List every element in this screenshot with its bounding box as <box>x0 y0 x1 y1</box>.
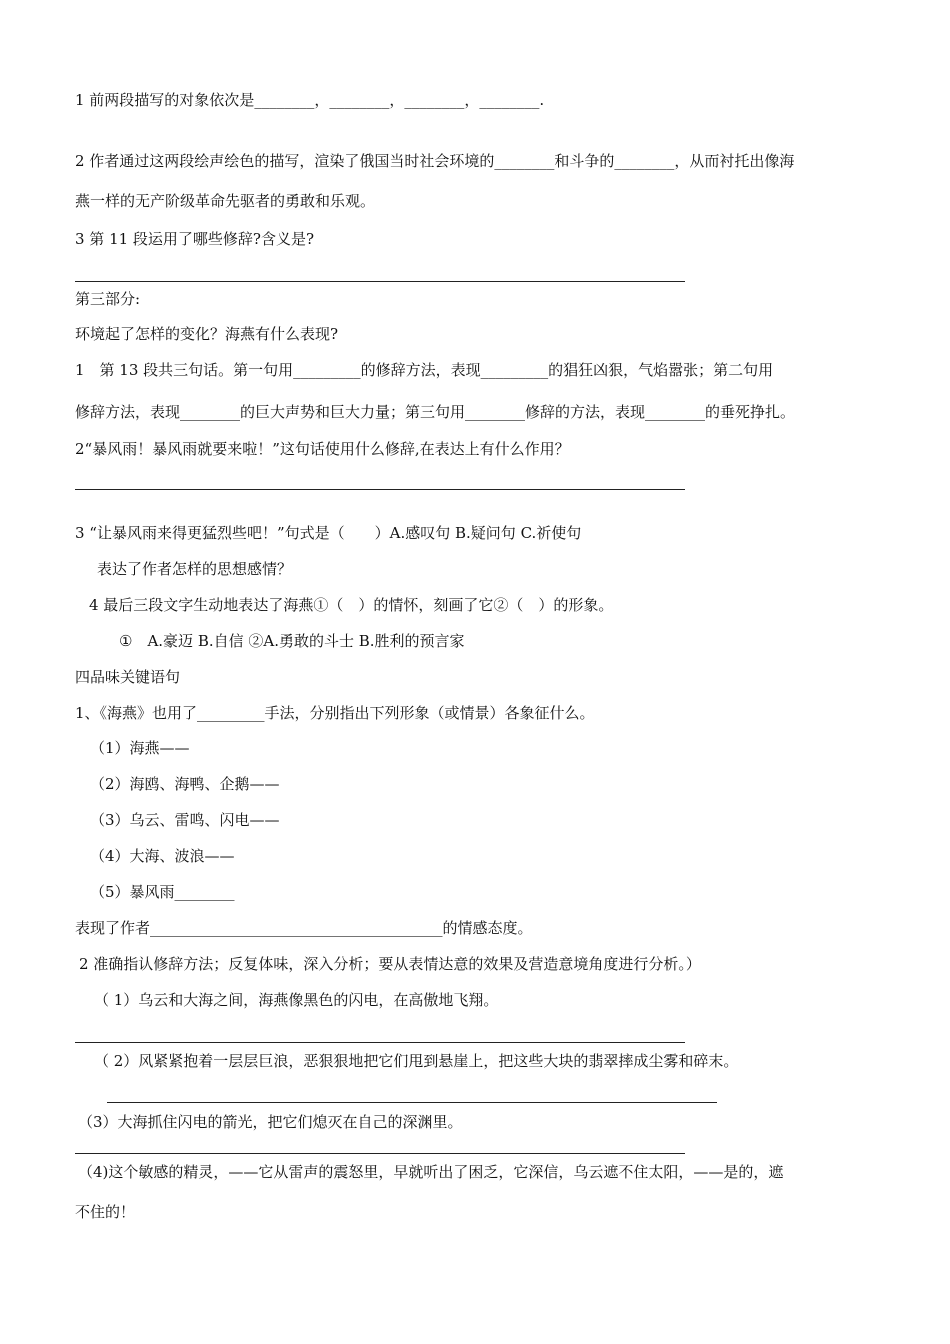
symbol-item: （1）海燕—— <box>90 739 190 757</box>
part4-title: 四品味关键语句 <box>75 668 181 686</box>
sentence-4-line-1: （4)这个敏感的精灵，——它从雷声的震怒里，早就听出了困乏，它深信，乌云遮不住太阳，——是的，遮 <box>78 1163 784 1181</box>
answer-line <box>75 489 685 490</box>
p4-q1-attitude: 表现了作者_______________________________________的情感态度。 <box>75 919 533 937</box>
q2-line-1: 2 作者通过这两段绘声绘色的描写，渲染了俄国当时社会环境的________和斗争的________，从而衬托出像海 <box>75 152 795 170</box>
sentence-2: （ 2）风紧紧抱着一层层巨浪，恶狠狠地把它们甩到悬崖上，把这些大块的翡翠摔成尘雾和碎末。 <box>94 1052 739 1070</box>
q2-line-2: 燕一样的无产阶级革命先驱者的勇敢和乐观。 <box>75 192 376 210</box>
p3-q3-line-1: 3 “让暴风雨来得更猛烈些吧！”句式是（ ）A.感叹句 B.疑问句 C.祈使句 <box>75 524 582 542</box>
part3-question: 环境起了怎样的变化？海燕有什么表现? <box>75 325 339 343</box>
p3-q4-options: ① A.豪迈 B.自信 ②A.勇敢的斗士 B.胜利的预言家 <box>119 632 465 650</box>
p3-q3-line-2: 表达了作者怎样的思想感情？ <box>97 560 293 578</box>
sentence-3: （3）大海抓住闪电的箭光，把它们熄灭在自己的深渊里。 <box>78 1113 463 1131</box>
p3-q1-line-1: 1 第 13 段共三句话。第一句用_________的修辞方法，表现_________的猖狂凶狠，气焰嚣张；第二句用 <box>75 361 774 379</box>
answer-line <box>107 1102 717 1103</box>
p4-q2: 2 准确指认修辞方法；反复体味，深入分析；要从表情达意的效果及营造意境角度进行分析。） <box>79 955 701 973</box>
answer-line <box>75 281 685 282</box>
q1: 1 前两段描写的对象依次是________，________，________，________. <box>75 91 545 109</box>
p4-q1: 1、《海燕》也用了_________手法，分别指出下列形象（或情景）各象征什么。 <box>75 704 595 722</box>
answer-line <box>75 1153 685 1154</box>
answer-line <box>75 1042 685 1043</box>
p3-q4: 4 最后三段文字生动地表达了海燕①（ ）的情怀，刻画了它②（ ）的形象。 <box>89 596 614 614</box>
sentence-1: （ 1）乌云和大海之间，海燕像黑色的闪电，在高傲地飞翔。 <box>94 991 499 1009</box>
symbol-item: （5）暴风雨________ <box>90 883 235 901</box>
symbol-item: （3）乌云、雷鸣、闪电—— <box>90 811 280 829</box>
p3-q2: 2“暴风雨！暴风雨就要来啦！”这句话使用什么修辞,在表达上有什么作用？ <box>75 440 570 458</box>
symbol-item: （2）海鸥、海鸭、企鹅—— <box>90 775 280 793</box>
sentence-4-line-2: 不住的！ <box>75 1203 136 1221</box>
q3: 3 第 11 段运用了哪些修辞?含义是? <box>75 230 315 248</box>
p3-q1-line-2: 修辞方法，表现________的巨大声势和巨大力量；第三句用________修辞的方法，表现________的垂死挣扎。 <box>75 403 796 421</box>
part3-title: 第三部分: <box>75 290 141 308</box>
symbol-item: （4）大海、波浪—— <box>90 847 235 865</box>
